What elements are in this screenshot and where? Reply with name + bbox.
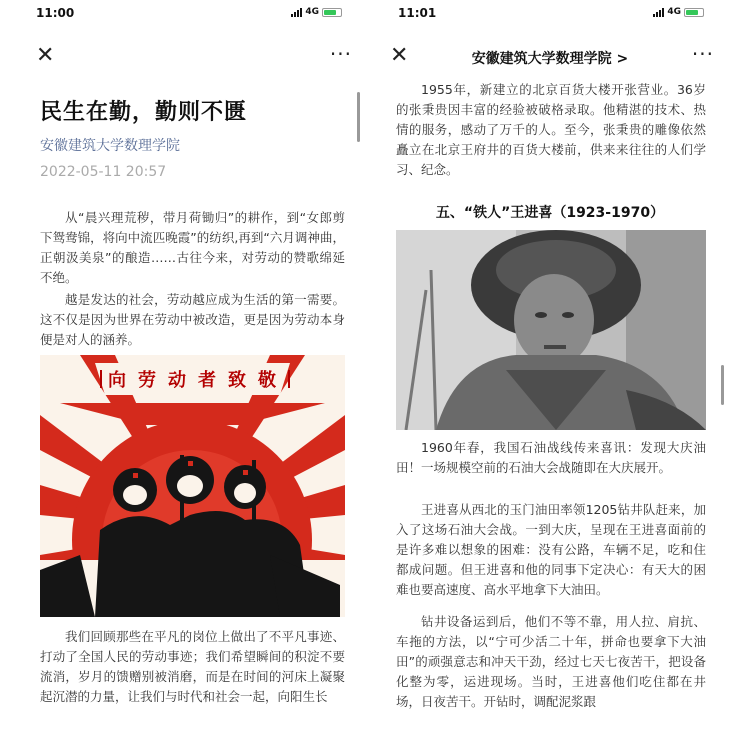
nav-bar <box>376 38 724 78</box>
poster-banner <box>100 365 290 393</box>
photo-artwork <box>396 230 706 430</box>
battery-icon <box>684 8 704 17</box>
article-paragraph: 王进喜从西北的玉门油田率领1205钻井队赶来，加入了这场石油大会战。一到大庆，呈现在王进喜面前的是许多难以想象的困难：没有公路，车辆不足，吃和住都成问题。但王进喜和他的同事下定决心：有天大的困难也要高速度、高水平地拿下大油田。 <box>396 502 706 597</box>
article-paragraph: 钻井设备运到后，他们不等不靠，用人拉、肩抗、车拖的方法，以“宁可少活二十年，拼命也要拿下大油田”的顽强意志和冲天干劲，经过七天七夜苦干，把设备化整为零，运进现场。当时，王进喜他们吃住都在井场，日夜苦干。开钻时，调配泥浆跟 <box>396 614 706 709</box>
left-screenshot <box>14 0 362 737</box>
banner-divider <box>100 370 102 388</box>
signal-icon <box>653 8 664 17</box>
right-screenshot <box>376 0 724 737</box>
banner-char: 者 <box>198 370 222 391</box>
status-bar <box>14 0 362 22</box>
nav-account-title[interactable]: 安徽建筑大学数理学院 > <box>471 51 629 67</box>
article-paragraph: 从“晨兴理荒秽，带月荷锄归”的耕作，到“女郎剪下鸳鸯锦，将向中流匹晚霞”的纺织,再到“六月调神曲，正朝汲美泉”的酿造……古往今来，对劳动的赞歌绵延不绝。 <box>40 210 345 285</box>
status-time: 11:01 <box>398 6 437 20</box>
signal-icon <box>291 8 302 17</box>
status-icons <box>653 7 704 17</box>
article-paragraph: 越是发达的社会，劳动越应成为生活的第一需要。这不仅是因为世界在劳动中被改造，更是因为劳动本身便是对人的涵养。 <box>40 292 345 347</box>
labor-poster-image <box>40 355 345 617</box>
account-link[interactable]: 安徽建筑大学数理学院 <box>40 138 180 154</box>
banner-char: 致 <box>228 370 252 391</box>
wang-jinxi-photo <box>396 230 706 430</box>
network-label: 4G <box>305 7 319 17</box>
banner-char: 动 <box>168 370 192 391</box>
article-paragraph: 我们回顾那些在平凡的岗位上做出了不平凡事迹、打动了全国人民的劳动事迹；我们希望瞬间的积淀不要流消，岁月的馈赠别被消磨，而是在时间的河床上凝聚起沉潜的力量，让我们与时代和社会一起，向阳生长 <box>40 629 345 704</box>
scrollbar[interactable] <box>357 92 360 142</box>
poster-artwork <box>40 355 345 617</box>
battery-icon <box>322 8 342 17</box>
publish-date: 2022-05-11 20:57 <box>40 164 167 180</box>
close-icon[interactable]: ✕ <box>390 43 409 68</box>
network-label: 4G <box>667 7 681 17</box>
article-title: 民生在勤，勤则不匮 <box>40 100 248 125</box>
more-options-icon[interactable]: ··· <box>691 42 714 66</box>
banner-char: 敬 <box>258 370 282 391</box>
nav-bar <box>14 38 362 78</box>
status-time: 11:00 <box>36 6 75 20</box>
status-bar <box>376 0 724 22</box>
more-options-icon[interactable]: ··· <box>329 42 352 66</box>
article-paragraph: 1955年，新建立的北京百货大楼开张营业。36岁的张秉贵因丰富的经验被破格录取。他精湛的技术、热情的服务，感动了万千的人。至今，张秉贵的雕像依然矗立在北京王府井的百货大楼前，供来来往往的人们学习、纪念。 <box>396 82 706 177</box>
article-paragraph: 1960年春，我国石油战线传来喜讯：发现大庆油田！一场规模空前的石油大会战随即在大庆展开。 <box>396 440 706 475</box>
section-heading: 五、“铁人”王进喜（1923-1970） <box>435 205 665 221</box>
scrollbar[interactable] <box>721 365 724 405</box>
banner-divider <box>288 370 290 388</box>
close-icon[interactable]: ✕ <box>36 43 55 68</box>
banner-char: 向 <box>108 370 132 391</box>
status-icons <box>291 7 342 17</box>
banner-char: 劳 <box>138 370 162 391</box>
